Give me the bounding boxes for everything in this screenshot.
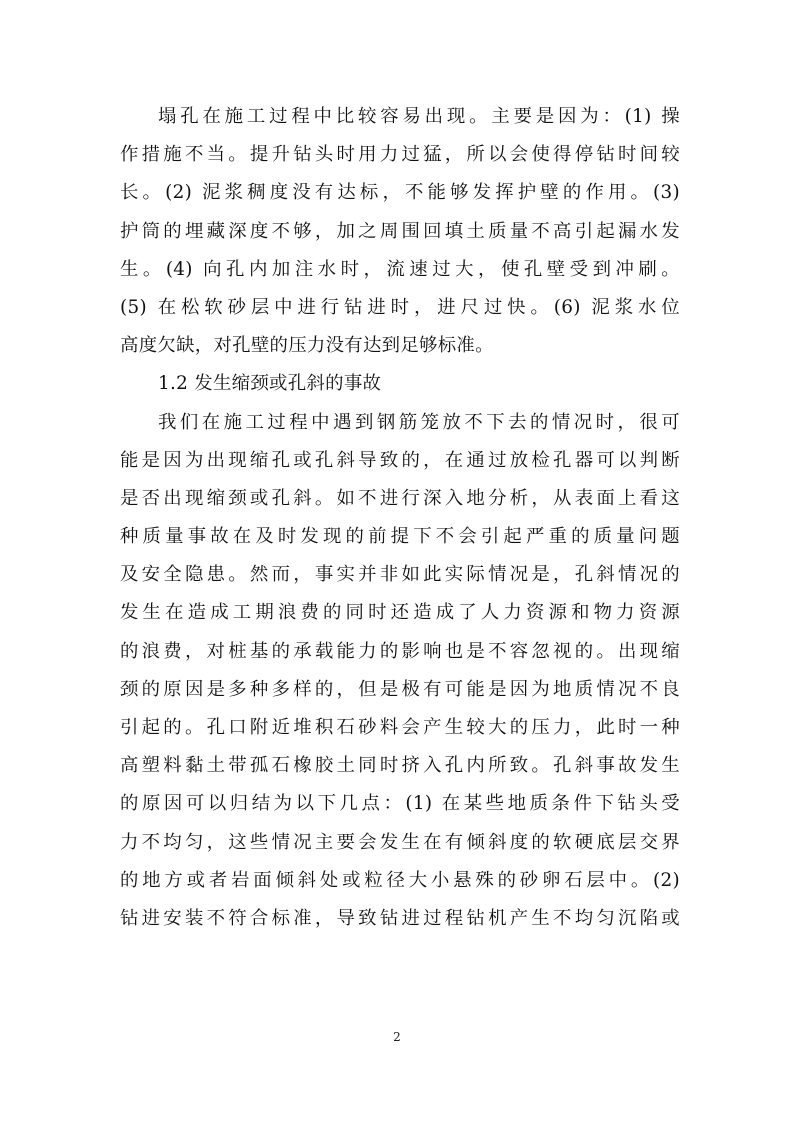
paragraph-line: 护筒的埋藏深度不够，加之周围回填土质量不高引起漏水发 (120, 220, 680, 242)
paragraph-line: 作措施不当。提升钻头时用力过猛，所以会使得停钻时间较 (120, 144, 680, 166)
paragraph-line: 高度欠缺，对孔壁的压力没有达到足够标准。 (120, 335, 494, 357)
paragraph-line: 塌孔在施工过程中比较容易出现。主要是因为：(1) 操 (158, 106, 680, 127)
paragraph-line: 及安全隐患。然而，事实并非如此实际情况是，孔斜情况的 (120, 564, 680, 586)
paragraph-line: 引起的。孔口附近堆积石砂料会产生较大的压力，此时一种 (120, 717, 680, 738)
page-number: 2 (393, 1030, 401, 1044)
paragraph-line: 高塑料黏土带孤石橡胶土同时挤入孔内所致。孔斜事故发生 (120, 755, 680, 777)
paragraph-line: 颈的原因是多种多样的，但是极有可能是因为地质情况不良 (120, 678, 680, 700)
paragraph-line: 发生在造成工期浪费的同时还造成了人力资源和物力资源 (120, 602, 680, 624)
paragraph-line: 钻进安装不符合标准，导致钻进过程钻机产生不均匀沉陷或 (120, 907, 680, 929)
paragraph-line: 的地方或者岩面倾斜处或粒径大小悬殊的砂卵石层中。(2) (120, 869, 680, 891)
paragraph-line: 能是因为出现缩孔或孔斜导致的，在通过放检孔器可以判断 (120, 449, 680, 471)
paragraph-line: (5) 在松软砂层中进行钻进时，进尺过快。(6) 泥浆水位 (120, 296, 680, 318)
paragraph-line: 生。(4) 向孔内加注水时，流速过大，使孔壁受到冲刷。 (120, 258, 680, 280)
paragraph-line: 长。(2) 泥浆稠度没有达标，不能够发挥护壁的作用。(3) (120, 182, 680, 204)
paragraph-line: 的浪费，对桩基的承载能力的影响也是不容忽视的。出现缩 (120, 640, 680, 662)
section-heading: 1.2 发生缩颈或孔斜的事故 (158, 373, 382, 395)
paragraph-line: 是否出现缩颈或孔斜。如不进行深入地分析，从表面上看这 (120, 487, 680, 509)
body-text (120, 98, 680, 938)
paragraph-line: 我们在施工过程中遇到钢筋笼放不下去的情况时，很可 (158, 411, 680, 433)
paragraph-line: 的原因可以归结为以下几点：(1) 在某些地质条件下钻头受 (120, 793, 680, 815)
paragraph-line: 力不均匀，这些情况主要会发生在有倾斜度的软硬底层交界 (120, 831, 680, 853)
paragraph-line: 种质量事故在及时发现的前提下不会引起严重的质量问题 (120, 526, 680, 548)
